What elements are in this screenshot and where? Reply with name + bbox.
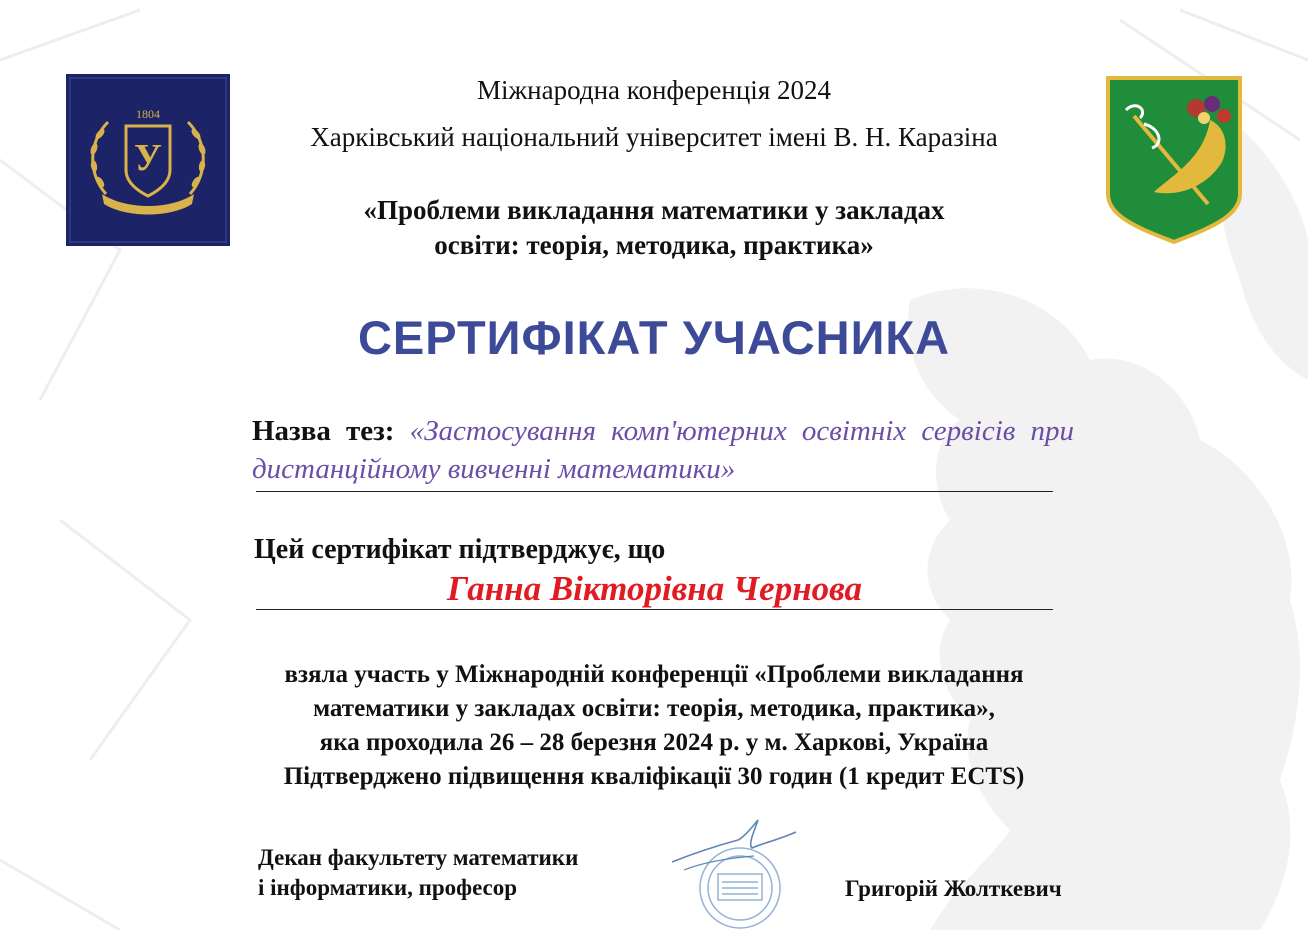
- topic-line-1: «Проблеми викладання математики у закладах: [363, 195, 945, 225]
- statement-line-1: взяла участь у Міжнародній конференції «Проблеми викладання: [284, 661, 1024, 688]
- svg-text:1804: 1804: [136, 107, 160, 121]
- conference-topic: [200, 193, 1108, 263]
- university-name: Харківський національний університет імені В. Н. Каразіна: [310, 122, 998, 152]
- thesis-block: [252, 412, 1074, 488]
- city-coat-of-arms-icon: [1104, 74, 1244, 246]
- confirm-text: Цей сертифікат підтверджує, що: [254, 534, 666, 565]
- thesis-underline: [256, 491, 1053, 492]
- dean-line-2: і інформатики, професор: [258, 875, 518, 900]
- statement-line-4: Підтверджено підвищення кваліфікації 30 годин (1 кредит ECTS): [283, 763, 1025, 790]
- dean-title: [258, 843, 578, 903]
- svg-text:У: У: [134, 137, 162, 179]
- signer-name: Григорій Жолткевич: [845, 876, 1062, 901]
- certificate-title: СЕРТИФІКАТ УЧАСНИКА: [357, 311, 951, 364]
- faculty-stamp-icon: [668, 818, 798, 930]
- statement-line-2: математики у закладах освіти: теорія, методика, практика»,: [313, 695, 995, 722]
- participation-statement: [150, 658, 1158, 794]
- name-underline: [256, 609, 1053, 610]
- thesis-title: «Застосування комп'ютерних освітніх сервісів при дистанційному вивченні математики»: [252, 415, 1074, 485]
- topic-line-2: освіти: теорія, методика, практика»: [434, 230, 874, 260]
- dean-line-1: Декан факультету математики: [258, 845, 579, 870]
- statement-line-3: яка проходила 26 – 28 березня 2024 р. у м. Харкові, Україна: [319, 729, 989, 756]
- participant-name: Ганна Вікторівна Чернова: [446, 569, 863, 608]
- conference-name: Міжнародна конференція 2024: [477, 75, 831, 105]
- thesis-label: Назва тез:: [252, 415, 395, 447]
